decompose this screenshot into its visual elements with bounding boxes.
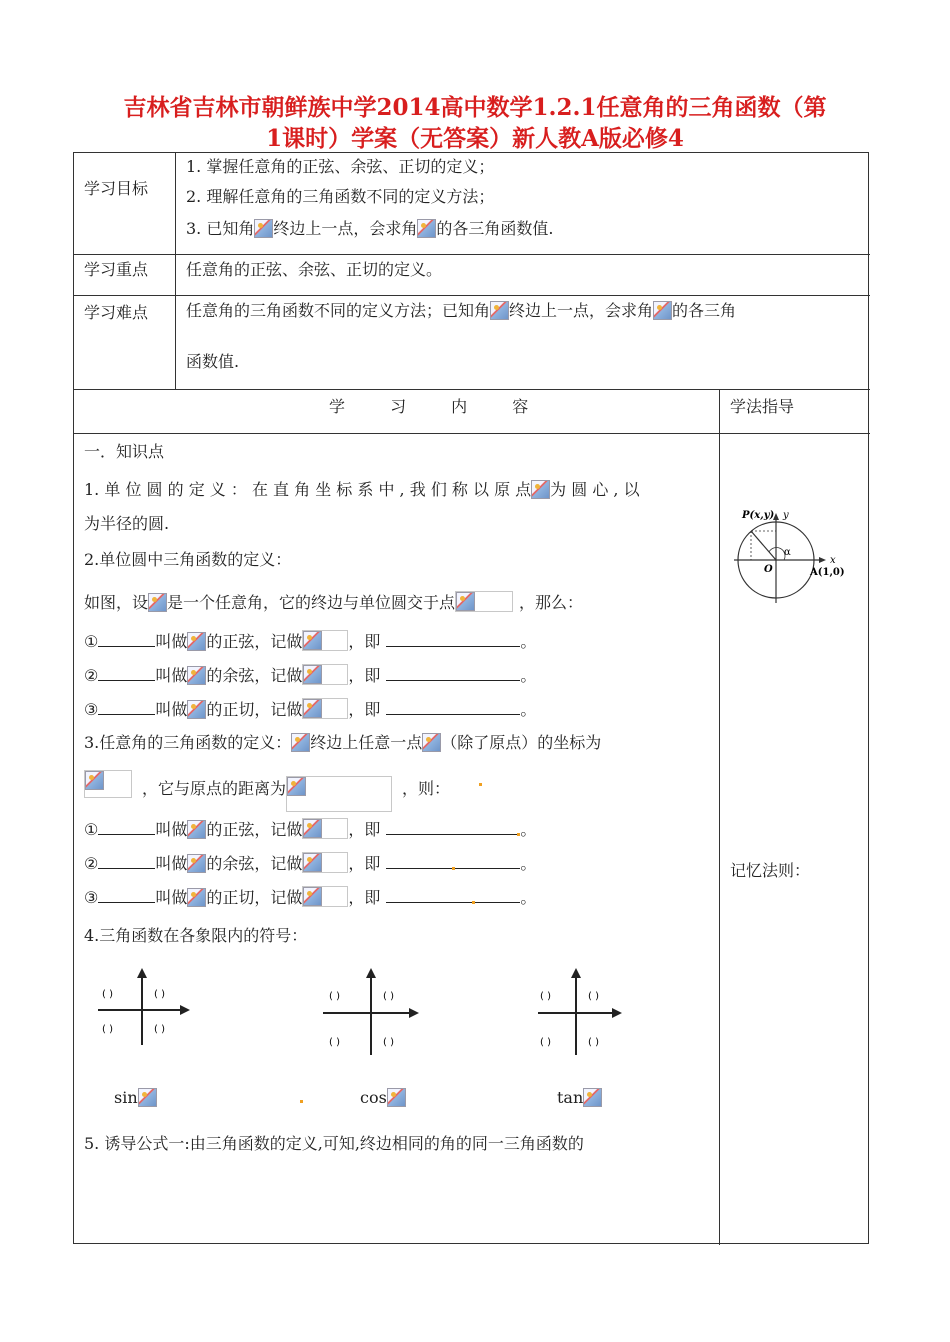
row-a: 叫做 <box>155 820 188 839</box>
alpha-label: α <box>784 547 791 558</box>
label-cos <box>360 1088 406 1108</box>
formula-image-icon <box>531 480 550 499</box>
p4a: 3.任意角的三角函数的定义： <box>84 733 292 752</box>
origin-label: O <box>764 564 773 575</box>
formula-image-icon <box>303 887 322 906</box>
formula-image-icon <box>187 888 206 907</box>
row-c: ，即 <box>348 700 381 719</box>
quadrant-mark: ( ) <box>154 989 165 1000</box>
formula-image-icon <box>187 820 206 839</box>
induction-formula-intro: 5. 诱导公式一:由三角函数的定义,可知,终边相同的角的同一三角函数的 <box>84 1134 584 1153</box>
difficulties-line-2: 函数值. <box>186 352 240 371</box>
general-row-sine <box>84 818 536 840</box>
objective-item-2: 2. 理解任意角的三角函数不同的定义方法； <box>186 187 495 206</box>
formula-image-icon <box>303 699 322 718</box>
row-num: ② <box>84 666 99 685</box>
formula-image-icon <box>303 853 322 872</box>
objective-item-3b: 终边上一点，会求角 <box>273 219 418 238</box>
row-c: ，即 <box>348 854 381 873</box>
general-def-line-1 <box>84 733 601 753</box>
tan-text: tan <box>557 1088 584 1107</box>
row-a: 叫做 <box>155 632 188 651</box>
row-end: 。 <box>520 888 537 907</box>
sin-text: sin <box>114 1088 138 1107</box>
formula-image-icon <box>303 631 322 650</box>
point-p-label: P(x,y) <box>742 510 775 521</box>
p1b: 为 圆 心 , 以 <box>550 480 640 499</box>
quadrant-mark: ( ) <box>540 991 551 1002</box>
p4c: （除了原点）的坐标为 <box>441 733 602 752</box>
def-row-sine <box>84 630 536 652</box>
objective-item-1: 1. 掌握任意角的正弦、余弦、正切的定义； <box>186 157 495 176</box>
formula-box <box>84 770 132 798</box>
unit-circle-figure <box>734 505 852 605</box>
formula-image-icon <box>187 632 206 651</box>
formula-image-icon <box>148 593 167 612</box>
quadrant-mark: ( ) <box>329 1037 340 1048</box>
difficulties-a: 任意角的三角函数不同的定义方法；已知角 <box>186 301 491 320</box>
row-a: 叫做 <box>155 888 188 907</box>
p1a: 1. 单 位 圆 的 定 义 ： 在 直 角 坐 标 系 中 , 我 们 称 以 原 点 <box>84 480 532 499</box>
objectives-label: 学习目标 <box>84 179 149 198</box>
row-b: 的正切，记做 <box>206 888 303 907</box>
difficulties-line-1 <box>186 301 736 321</box>
cos-text: cos <box>360 1088 387 1107</box>
row-end: 。 <box>520 666 537 685</box>
unit-circle-trig-heading: 2.单位圆中三角函数的定义： <box>84 550 292 569</box>
p4b: 终边上任意一点 <box>310 733 423 752</box>
row-num: ② <box>84 854 99 873</box>
content-header-title: 学 习 内 容 <box>329 397 549 416</box>
quadrant-mark: ( ) <box>383 991 394 1002</box>
row-a: 叫做 <box>155 666 188 685</box>
formula-image-icon <box>254 219 273 238</box>
objective-item-3c: 的各三角函数值. <box>436 219 554 238</box>
document-title <box>70 92 880 154</box>
row-c: ，即 <box>348 888 381 907</box>
key-points-label: 学习重点 <box>84 260 149 279</box>
formula-box <box>302 698 348 719</box>
row-num: ③ <box>84 888 99 907</box>
p3a: 如图，设 <box>84 593 149 612</box>
formula-image-icon <box>287 777 306 796</box>
x-axis-label: x <box>830 555 836 566</box>
difficulties-b: 终边上一点，会求角 <box>509 301 654 320</box>
formula-box <box>286 776 392 812</box>
title-line-1: 吉林省吉林市朝鲜族中学2014高中数学1.2.1任意角的三角函数（第 <box>123 94 827 121</box>
content-header-side: 学法指导 <box>730 397 795 416</box>
row-c: ，即 <box>348 632 381 651</box>
formula-image-icon <box>456 592 475 611</box>
section-head: 一．知识点 <box>84 442 165 461</box>
row-b: 的余弦，记做 <box>206 666 303 685</box>
quadrant-mark: ( ) <box>588 1037 599 1048</box>
formula-image-icon <box>583 1088 602 1107</box>
objective-item-3 <box>186 219 553 239</box>
y-axis-label: y <box>783 510 789 521</box>
def-row-cosine <box>84 664 536 686</box>
label-tan <box>557 1088 602 1108</box>
row-a: 叫做 <box>155 854 188 873</box>
quadrant-mark: ( ) <box>383 1037 394 1048</box>
formula-image-icon <box>187 700 206 719</box>
formula-image-icon <box>303 665 322 684</box>
formula-image-icon <box>422 733 441 752</box>
memory-method-label: 记忆法则： <box>730 861 811 880</box>
formula-box <box>302 664 348 685</box>
row-b: 的余弦，记做 <box>206 854 303 873</box>
study-table <box>73 152 869 1244</box>
row-c: ，即 <box>348 820 381 839</box>
unit-circle-def-line-2: 为半径的圆. <box>84 514 170 533</box>
row-b: 的正弦，记做 <box>206 632 303 651</box>
formula-box <box>302 630 348 651</box>
p5a: ，它与原点的距离为 <box>142 779 287 798</box>
unit-circle-def-line-1 <box>84 480 640 500</box>
row-num: ① <box>84 632 99 651</box>
row-end: 。 <box>520 854 537 873</box>
formula-image-icon <box>653 301 672 320</box>
formula-image-icon <box>490 301 509 320</box>
formula-box <box>455 591 513 612</box>
quadrant-mark: ( ) <box>540 1037 551 1048</box>
formula-box <box>302 886 348 907</box>
formula-image-icon <box>187 666 206 685</box>
row-c: ，即 <box>348 666 381 685</box>
formula-image-icon <box>138 1088 157 1107</box>
figure-sentence <box>84 591 583 613</box>
row-b: 的正弦，记做 <box>206 820 303 839</box>
formula-image-icon <box>387 1088 406 1107</box>
formula-image-icon <box>85 771 104 790</box>
row-a: 叫做 <box>155 700 188 719</box>
difficulties-label: 学习难点 <box>84 303 149 322</box>
row-end: 。 <box>520 820 537 839</box>
def-row-tangent <box>84 698 536 720</box>
label-sin <box>114 1088 157 1108</box>
formula-image-icon <box>303 819 322 838</box>
general-def-line-2 <box>84 770 450 804</box>
quadrant-signs-heading: 4.三角函数在各象限内的符号： <box>84 926 308 945</box>
p3b: 是一个任意角，它的终边与单位圆交于点 <box>167 593 456 612</box>
row-b: 的正切，记做 <box>206 700 303 719</box>
quadrant-mark: ( ) <box>154 1024 165 1035</box>
p3c: ，那么： <box>519 593 584 612</box>
objective-item-3a: 3. 已知角 <box>186 219 255 238</box>
title-line-2: 1课时）学案（无答案）新人教A版必修4 <box>266 125 684 152</box>
quadrant-mark: ( ) <box>102 1024 113 1035</box>
p5b: ，则： <box>402 779 451 798</box>
general-row-cosine <box>84 852 536 874</box>
formula-image-icon <box>291 733 310 752</box>
formula-image-icon <box>187 854 206 873</box>
difficulties-c: 的各三角 <box>672 301 737 320</box>
quadrant-mark: ( ) <box>588 991 599 1002</box>
row-num: ③ <box>84 700 99 719</box>
quadrant-axes-cos <box>319 965 429 1060</box>
point-a-label: A(1,0) <box>810 567 845 578</box>
general-row-tangent <box>84 886 536 908</box>
key-points-text: 任意角的正弦、余弦、正切的定义。 <box>186 260 443 279</box>
row-end: 。 <box>520 700 537 719</box>
quadrant-axes-sin <box>94 965 194 1050</box>
row-num: ① <box>84 820 99 839</box>
quadrant-mark: ( ) <box>102 989 113 1000</box>
quadrant-axes-tan <box>534 965 634 1060</box>
row-end: 。 <box>520 632 537 651</box>
quadrant-mark: ( ) <box>329 991 340 1002</box>
formula-box <box>302 852 348 873</box>
formula-image-icon <box>417 219 436 238</box>
formula-box <box>302 818 348 839</box>
